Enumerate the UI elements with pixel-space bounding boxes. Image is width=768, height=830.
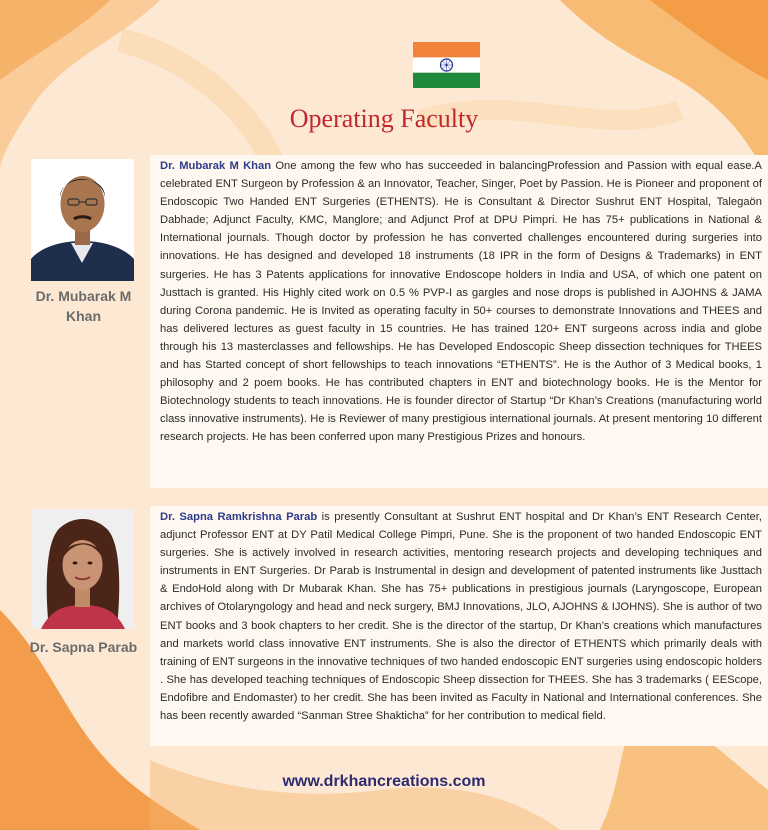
faculty-photo-2 bbox=[31, 509, 134, 629]
faculty-photo-1 bbox=[31, 159, 134, 281]
india-flag-icon bbox=[413, 42, 480, 88]
faculty-caption-2: Dr. Sapna Parab bbox=[29, 639, 138, 655]
faculty-bio-text-1: One among the few who has succeeded in balancingProfession and Passion with equal ease.A celebrated ENT Surgeon by Profession & an Innovator, Teacher, Singer, Poet by Passion. He is Pioneer and proponent of Endoscopic Two Handed ENT Surgeries (ETHENTS). He is Consultant & Director Sushrut ENT Hospital, Talegaön Dabhade; Adjunct Faculty, KMC, Manglore; and Adjunct Prof at DPU Pimpri. He has 75+ publications in National & International journals. Though doctor by profession he has converted challenges encountered during surgeries into innovations. He has designed and developed 18 instruments (18 IPR in the form of Designs & Trademarks) in ENT surgeries. He has 3 Patents applications for innovative Endoscope holders in India and USA, of which one patent on Justtach is granted. His Highly cited work on 0.5 % PVP-I as gargles and nose drops is published in AJOHNS & JAMA during Corona pandemic. He is Invited as operating faculty in 50+ courses to demonstrate Innovations and THEES and has delivered lectures as guest faculty in 15 countries. He has trained 120+ ENT surgeons across india and globe through his 13 masterclasses and fellowships. He has Developed Endoscopic Sheep dissection techniques for THEES and has Started concept of short fellowships to teach innovations “ETHENTS”. He is the Author of 3 Medical books, 1 philosophy and 2 poem books. He has contributed chapters in ENT and biotechnology books. He is the Mentor for Biotechnology students to teach innovations. He is founder director of Startup “Dr Khan’s Creations (manufacturing world class innovative instruments). He is Reviewer of many prestigious international journals. At present mentoring 10 different research projects. He has been conferred upon many Prestigious Prizes and honours. bbox=[160, 160, 762, 444]
portrait-2 bbox=[31, 509, 134, 629]
faculty-caption-1: Dr. Mubarak M Khan bbox=[35, 288, 132, 324]
website-link[interactable]: www.drkhancreations.com bbox=[282, 773, 486, 790]
faculty-bio-2 bbox=[150, 506, 768, 746]
portrait-1 bbox=[31, 159, 134, 281]
faculty-name-1: Dr. Mubarak M Khan bbox=[160, 160, 272, 172]
faculty-bio-text-2: is presently Consultant at Sushrut ENT hospital and Dr Khan’s ENT Research Center, adjunct Professor ENT at DY Patil Medical College Pimpri, Pune. She is the proponent of two handed Endoscopic ENT surgeries. She is actively involved in research activities, mentoring research projects and developing techniques and instruments in ENT Surgeries. Dr Parab is Instrumental in design and development of patented instruments like Justtach & EndoHold along with Dr Mubarak Khan. She has 75+ publications in prestigious journals (Laryngoscope, European archives of Otolaryngology and head and neck surgery, BMJ Innovations, JLO, AJOHNS & IJOHNS). She is author of two ENT books and 3 book chapters to her credit. She is the director of the startup, Dr Khan’s creations which manufactures and markets world class innovative ENT instruments. She is also the director of ETHENTS which primarily deals with training of ENT surgeons in the innovative techniques of two handed endoscopic ENT surgeries using endoscopic holders . She has developed teaching techniques of Endoscopic Sheep dissection for THEES. She has 3 trademarks ( EEScope, Endofibre and Endomaster) to her credit. She has been invited as Faculty in National and International conferences. She has been recently awarded “Sanman Stree Shakticha” for her contribution to medical field. bbox=[160, 511, 762, 723]
faculty-bio-1 bbox=[150, 155, 768, 488]
page-title: Operating Faculty bbox=[289, 104, 479, 133]
faculty-name-2: Dr. Sapna Ramkrishna Parab bbox=[160, 511, 318, 523]
